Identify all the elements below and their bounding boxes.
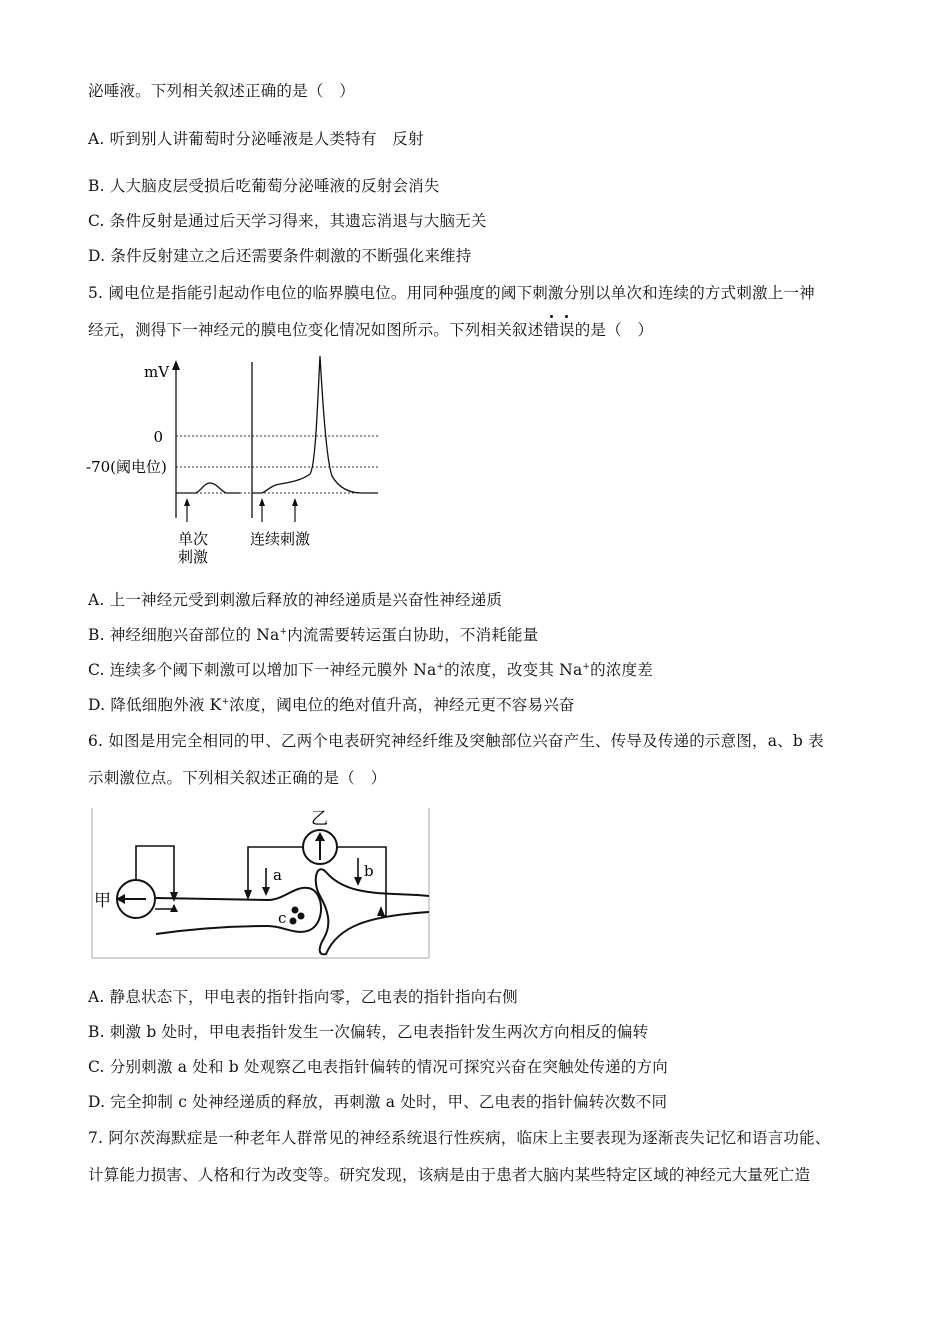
threshold-label: -70(阈电位) xyxy=(86,458,167,476)
q6-option-b: B. 刺激 b 处时，甲电表指针发生一次偏转，乙电表指针发生两次方向相反的偏转 xyxy=(88,1023,649,1041)
q7-stem-line1: 7. 阿尔茨海默症是一种老年人群常见的神经系统退行性疾病，临床上主要表现为逐渐丧失记忆和语言功能、 xyxy=(88,1129,831,1147)
q5-option-d: D. 降低细胞外液 K+浓度，阈电位的绝对值升高，神经元更不容易兴奋 xyxy=(88,696,575,714)
q5-option-b: B. 神经细胞兴奋部位的 Na+内流需要转运蛋白协助，不消耗能量 xyxy=(88,626,539,644)
vesicle xyxy=(292,907,299,914)
postsynaptic-neuron xyxy=(316,869,429,954)
q4-option-b: B. 人大脑皮层受损后吃葡萄分泌唾液的反射会消失 xyxy=(88,177,440,195)
zero-label: 0 xyxy=(153,428,163,446)
emphasis-mark: 错 xyxy=(543,321,560,339)
q4-option-d: D. 条件反射建立之后还需要条件刺激的不断强化来维持 xyxy=(88,247,472,265)
q6-stem-line2: 示刺激位点。下列相关叙述正确的是（ ） xyxy=(88,769,387,787)
y-axis-arrow xyxy=(172,360,180,370)
q5-stem-line2: 经元，测得下一神经元的膜电位变化情况如图所示。下列相关叙述错误的是（ ） xyxy=(88,321,654,339)
emphasis-mark: 误 xyxy=(559,321,575,339)
q5-option-c: C. 连续多个阈下刺激可以增加下一神经元膜外 Na+的浓度，改变其 Na+的浓度差 xyxy=(88,661,653,679)
continuous-stimulus-label: 连续刺激 xyxy=(250,530,311,548)
synapse-figure xyxy=(88,806,433,960)
q5-option-a: A. 上一神经元受到刺激后释放的神经递质是兴奋性神经递质 xyxy=(88,591,503,609)
q6-option-c: C. 分别刺激 a 处和 b 处观察乙电表指针偏转的情况可探究兴奋在突触处传递的方向 xyxy=(88,1058,668,1076)
q4-option-a: A. 听到别人讲葡萄时分泌唾液是人类特有 反射 xyxy=(88,130,424,148)
point-c-label: c xyxy=(278,909,287,927)
meter-yi-label: 乙 xyxy=(311,809,328,829)
single-stimulus-label: 单次 xyxy=(178,530,209,548)
single-stimulus-trace xyxy=(176,483,240,493)
vesicle xyxy=(298,913,305,920)
q4-option-c: C. 条件反射是通过后天学习得来，其遗忘消退与大脑无关 xyxy=(88,212,487,230)
y-axis-unit: mV xyxy=(144,363,170,381)
point-b-label: b xyxy=(364,862,374,880)
q7-stem-line2: 计算能力损害、人格和行为改变等。研究发现，该病是由于患者大脑内某些特定区域的神经元大量死亡造 xyxy=(88,1166,811,1184)
vesicle xyxy=(290,918,297,925)
meter-jia-wire xyxy=(155,905,174,909)
membrane-potential-figure xyxy=(80,350,400,570)
q6-stem-line1: 6. 如图是用完全相同的甲、乙两个电表研究神经纤维及突触部位兴奋产生、传导及传递的示意图，a、b 表 xyxy=(88,732,824,750)
q5-stem-line1: 5. 阈电位是指能引起动作电位的临界膜电位。用同种强度的阈下刺激分别以单次和连续的方式刺激上一神 xyxy=(88,284,815,302)
q6-option-a: A. 静息状态下，甲电表的指针指向零，乙电表的指针指向右侧 xyxy=(88,988,518,1006)
meter-yi-wire xyxy=(337,847,386,916)
meter-jia-label: 甲 xyxy=(94,891,111,911)
single-stimulus-label: 刺激 xyxy=(178,548,209,566)
continuous-stimulus-trace xyxy=(252,356,378,493)
q6-option-d: D. 完全抑制 c 处神经递质的释放，再刺激 a 处时，甲、乙电表的指针偏转次数不同 xyxy=(88,1093,668,1111)
q4-stem-tail: 泌唾液。下列相关叙述正确的是（ ） xyxy=(88,82,355,100)
point-a-label: a xyxy=(273,866,282,884)
